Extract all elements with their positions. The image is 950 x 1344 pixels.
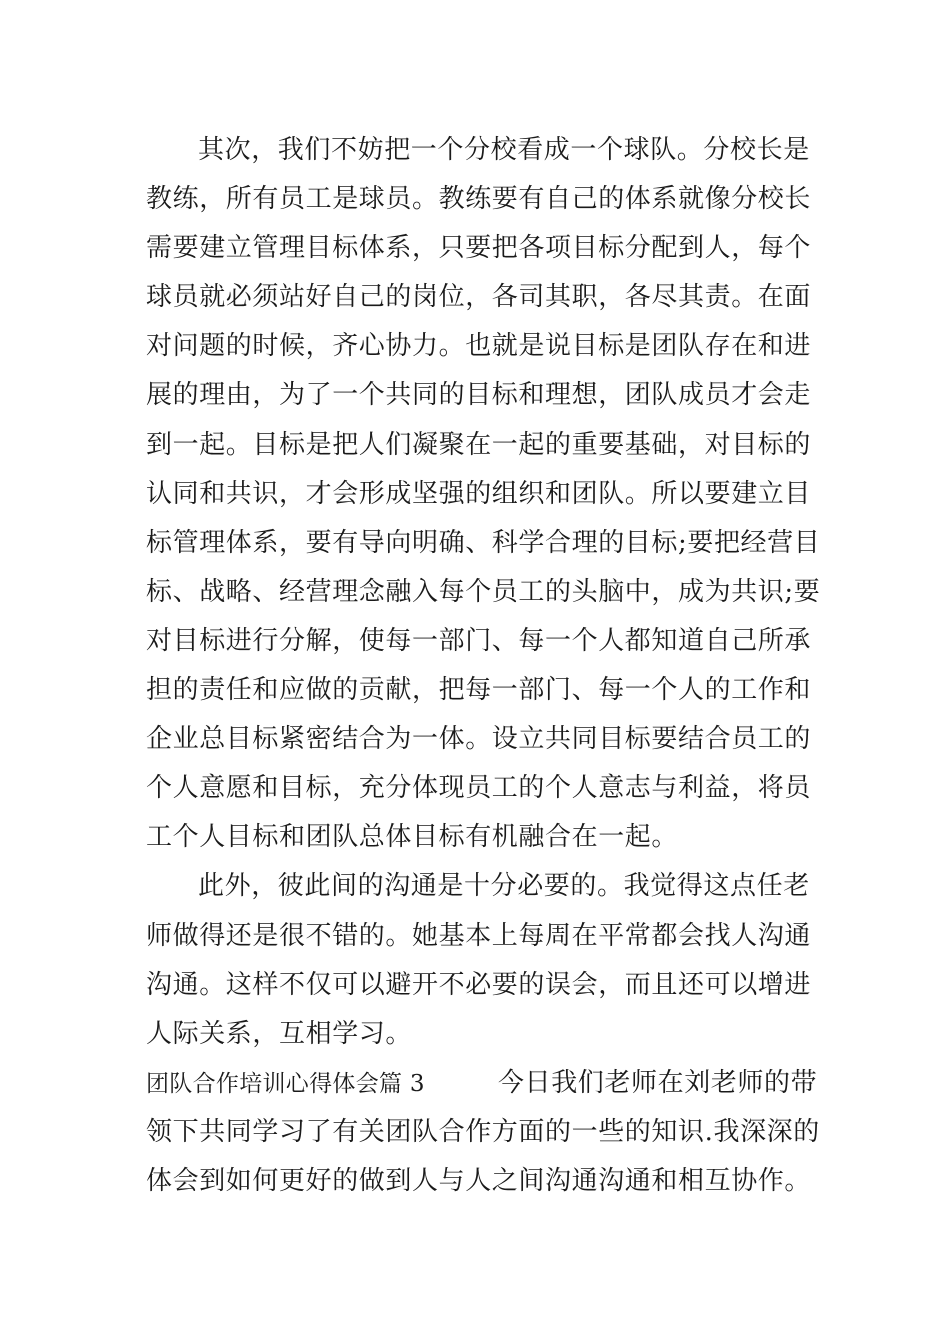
body-text (146, 126, 821, 1206)
section-first-line (146, 1059, 818, 1108)
text-line: 今日我们老师在刘老师的带 (498, 1067, 818, 1098)
section-heading: 团队合作培训心得体会篇 3 (146, 1070, 425, 1097)
text-line: 球员就必须站好自己的岗位，各司其职，各尽其责。在面 (146, 282, 812, 313)
text-line: 其次，我们不妨把一个分校看成一个球队。分校长是 (198, 135, 810, 165)
section (146, 1059, 820, 1206)
text-line: 体会到如何更好的做到人与人之间沟通沟通和相互协作。 (146, 1165, 812, 1196)
paragraph (146, 126, 821, 862)
text-line: 担的责任和应做的贡献，把每一部门、每一个人的工作和 (146, 675, 812, 706)
text-line: 教练，所有员工是球员。教练要有自己的体系就像分校长 (146, 184, 812, 215)
text-line: 工个人目标和团队总体目标有机融合在一起。 (146, 822, 679, 853)
text-line: 此外，彼此间的沟通是十分必要的。我觉得这点任老 (198, 871, 810, 902)
text-line: 到一起。目标是把人们凝聚在一起的重要基础，对目标的 (146, 429, 812, 460)
text-line: 认同和共识，才会形成坚强的组织和团队。所以要建立目 (146, 478, 812, 509)
text-line: 标、战略、经营理念融入每个员工的头脑中，成为共识;要 (146, 576, 821, 607)
text-line: 个人意愿和目标，充分体现员工的个人意志与利益，将员 (146, 773, 812, 804)
text-line: 需要建立管理目标体系，只要把各项目标分配到人，每个 (146, 233, 812, 264)
text-line: 对问题的时候，齐心协力。也就是说目标是团队存在和进 (146, 331, 812, 362)
text-line: 企业总目标紧密结合为一体。设立共同目标要结合员工的 (146, 724, 812, 755)
text-line: 展的理由，为了一个共同的目标和理想，团队成员才会走 (146, 380, 812, 411)
paragraph (146, 862, 811, 1058)
text-line: 领下共同学习了有关团队合作方面的一些的知识.我深深的 (146, 1116, 820, 1147)
text-line: 沟通。这样不仅可以避开不必要的误会，而且还可以增进 (146, 969, 812, 1000)
text-line: 对目标进行分解，使每一部门、每一个人都知道自己所承 (146, 625, 812, 656)
text-line: 师做得还是很不错的。她基本上每周在平常都会找人沟通 (146, 920, 812, 951)
text-line: 标管理体系，要有导向明确、科学合理的目标;要把经营目 (146, 527, 821, 558)
text-line: 人际关系，互相学习。 (146, 1018, 413, 1049)
